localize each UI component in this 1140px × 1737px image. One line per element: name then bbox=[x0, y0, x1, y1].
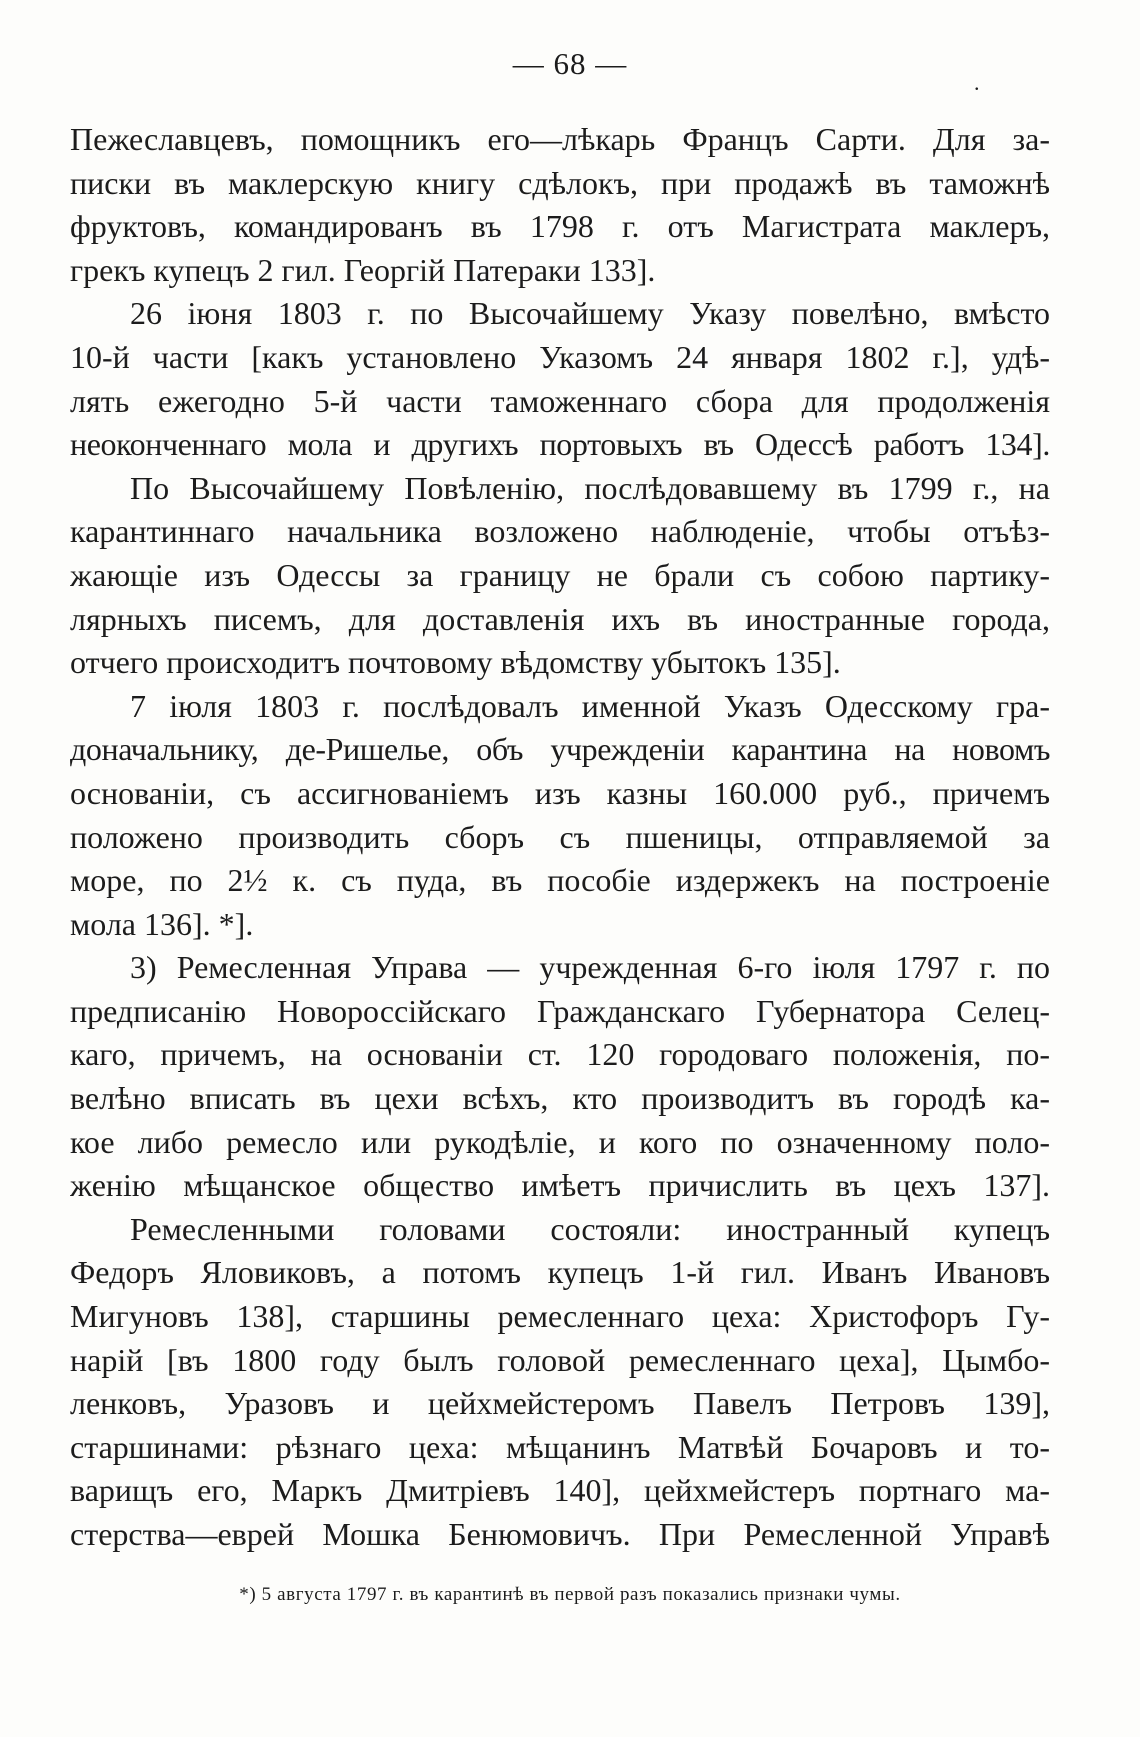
text-line: старшинами: рѣзнаго цеха: мѣщанинъ Матвѣй Бочаровъ и то- bbox=[70, 1428, 1050, 1465]
text-line: грекъ купецъ 2 гил. Георгій Патераки 133]. bbox=[70, 251, 656, 288]
text-line: карантиннаго начальника возложено наблюденіе, чтобы отъѣз- bbox=[70, 513, 1050, 550]
text-line: нарій [въ 1800 году былъ головой ремесленнаго цеха], Цымбо- bbox=[70, 1341, 1050, 1378]
text-line: стерства—еврей Мошка Бенюмовичъ. При Ремесленной Управѣ bbox=[70, 1516, 1050, 1552]
text-line: фруктовъ, командированъ въ 1798 г. отъ Магистрата маклеръ, bbox=[70, 208, 1050, 245]
text-line: женію мѣщанское общество имѣетъ причислить въ цехъ 137]. bbox=[70, 1167, 1050, 1204]
text-line: 10-й части [какъ установлено Указомъ 24 января 1802 г.], удѣ- bbox=[70, 338, 1050, 375]
text-line: варищъ его, Маркъ Дмитріевъ 140], цейхмейстеръ портнаго ма- bbox=[70, 1472, 1050, 1509]
text-line: лять ежегодно 5-й части таможеннаго сбора для продолженія bbox=[70, 382, 1050, 419]
text-line: писки въ маклерскую книгу сдѣлокъ, при продажѣ въ таможнѣ bbox=[70, 164, 1050, 201]
text-line: Ремесленными головами состояли: иностранный купецъ bbox=[130, 1210, 1050, 1247]
text-line: предписанію Новороссійскаго Гражданскаго Губернатора Селец- bbox=[70, 992, 1050, 1029]
text-line: мола 136]. *]. bbox=[70, 905, 254, 942]
text-line: каго, причемъ, на основаніи ст. 120 городоваго положенія, по- bbox=[70, 1036, 1050, 1073]
text-line: неоконченнаго мола и другихъ портовыхъ въ Одессѣ работъ 134]. bbox=[70, 426, 1050, 463]
text-line: Мигуновъ 138], старшины ремесленнаго цеха: Христофоръ Гу- bbox=[70, 1298, 1050, 1335]
page-mark: . bbox=[974, 70, 980, 95]
text-line: Пежеславцевъ, помощникъ его—лѣкарь Францъ Сарти. Для за- bbox=[70, 121, 1050, 157]
text-line: 3) Ремесленная Управа — учрежденная 6-го іюля 1797 г. по bbox=[130, 949, 1050, 986]
text-line: лярныхъ писемъ, для доставленія ихъ въ иностранные города, bbox=[70, 600, 1050, 637]
text-line: 26 іюня 1803 г. по Высочайшему Указу повелѣно, вмѣсто bbox=[130, 295, 1050, 332]
body-text bbox=[70, 118, 1050, 1557]
text-line: море, по 2½ к. съ пуда, въ пособіе издержекъ на построеніе bbox=[70, 862, 1050, 899]
text-line: ленковъ, Уразовъ и цейхмейстеромъ Павелъ Петровъ 139], bbox=[70, 1385, 1050, 1422]
footnote: *) 5 августа 1797 г. въ карантинѣ въ первой разъ показались признаки чумы. bbox=[239, 1584, 901, 1605]
text-line: жающіе изъ Одессы за границу не брали съ собою партику- bbox=[70, 556, 1050, 593]
text-line: По Высочайшему Повѣленію, послѣдовавшему въ 1799 г., на bbox=[130, 469, 1050, 506]
text-line: основаніи, съ ассигнованіемъ изъ казны 160.000 руб., причемъ bbox=[70, 774, 1050, 811]
text-line: велѣно вписать въ цехи всѣхъ, кто производитъ въ городѣ ка- bbox=[70, 1080, 1050, 1117]
text-line: 7 іюля 1803 г. послѣдовалъ именной Указъ Одесскому гра- bbox=[130, 687, 1050, 724]
page-number: — 68 — bbox=[512, 46, 628, 81]
text-line: доначальнику, де-Ришелье, объ учрежденіи карантина на новомъ bbox=[70, 731, 1050, 768]
text-line: Федоръ Яловиковъ, а потомъ купецъ 1-й гил. Иванъ Ивановъ bbox=[70, 1254, 1050, 1291]
text-line: отчего происходитъ почтовому вѣдомству убытокъ 135]. bbox=[70, 644, 841, 681]
text-line: положено производить сборъ съ пшеницы, отправляемой за bbox=[70, 818, 1050, 855]
text-line: кое либо ремесло или рукодѣліе, и кого по означенному поло- bbox=[70, 1123, 1050, 1160]
